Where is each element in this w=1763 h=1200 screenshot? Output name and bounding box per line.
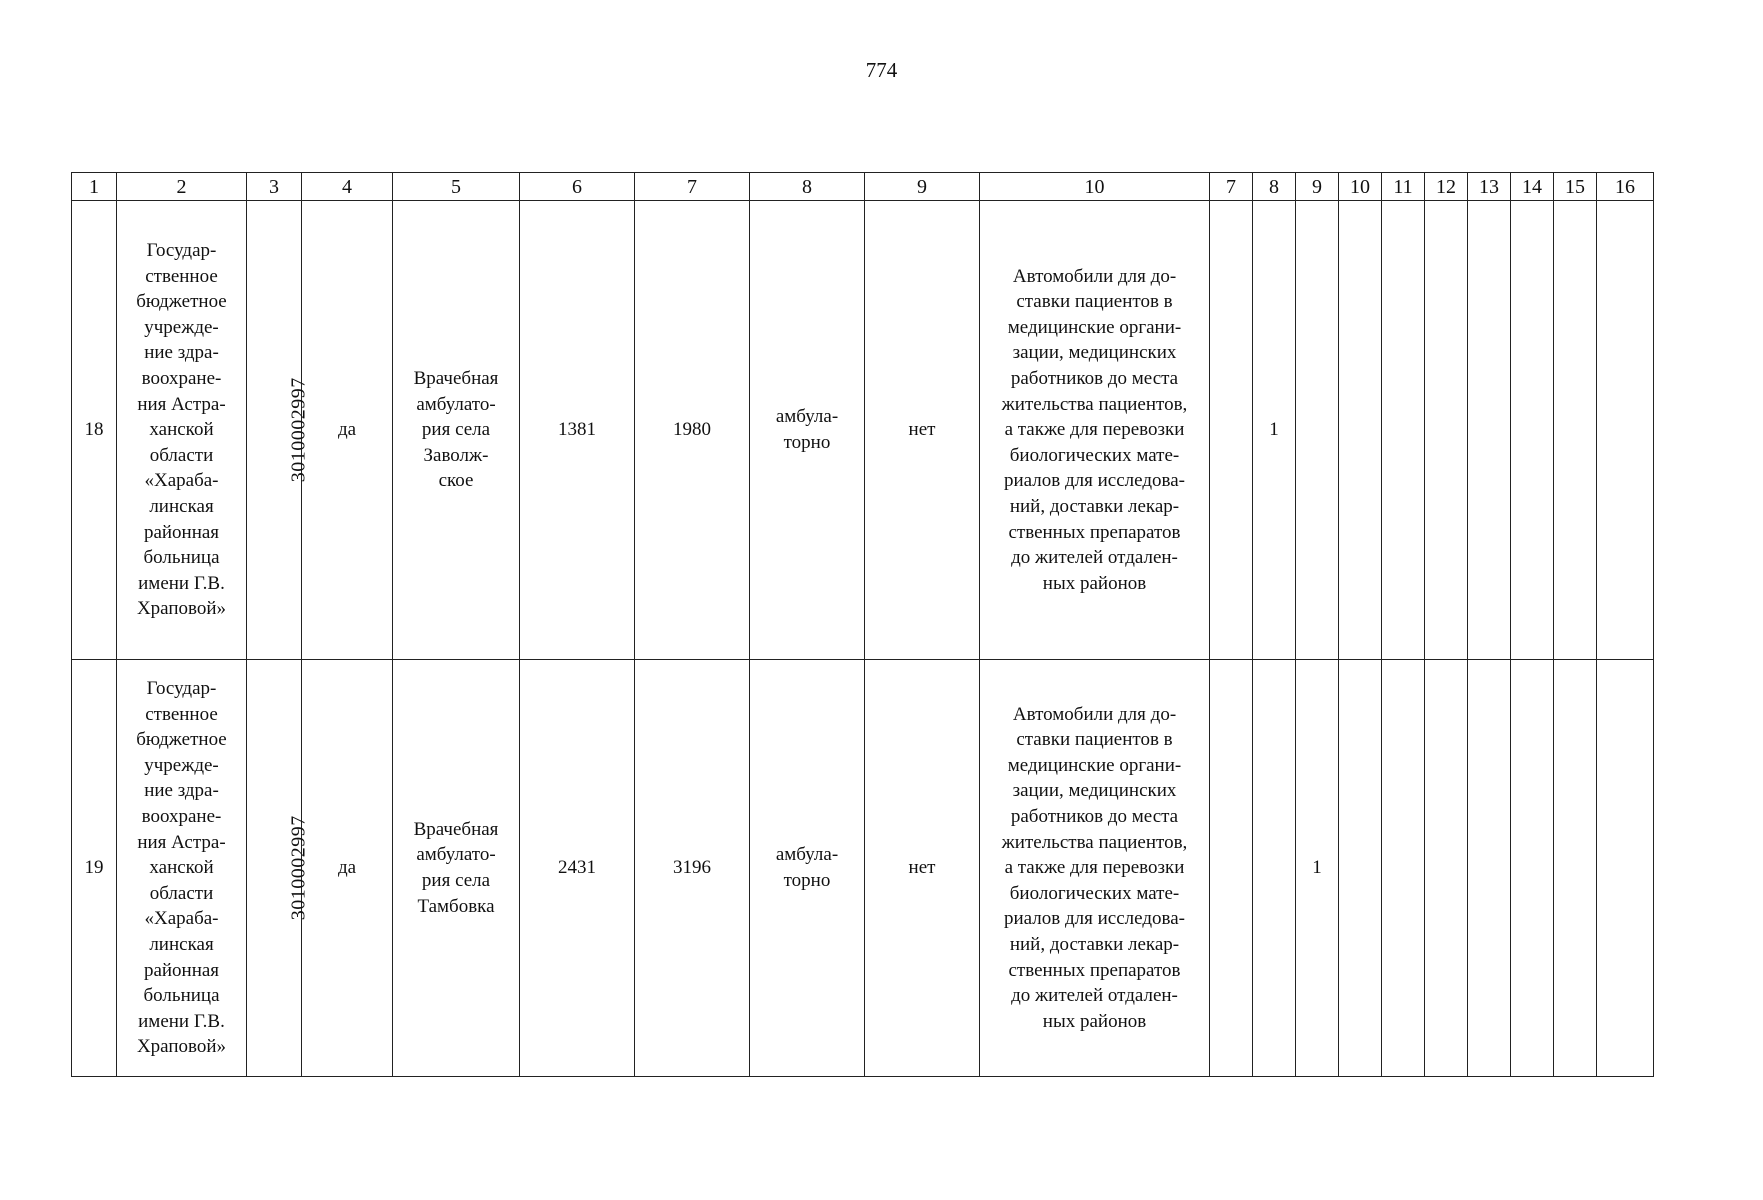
extra-cell <box>1210 660 1253 1077</box>
column-number-header-row <box>72 173 1654 201</box>
value6: 2431 <box>558 857 596 879</box>
header-cell: 13 <box>1468 173 1511 201</box>
extra-cell <box>1511 660 1554 1077</box>
extra-cell <box>1339 201 1382 660</box>
facility-name: Врачебная амбулато- рия села Заволж- ское <box>413 368 499 492</box>
header-cell: 1 <box>72 173 117 201</box>
extra-cell: 1 <box>1296 660 1339 1077</box>
flag-value: да <box>337 857 357 879</box>
row-number: 18 <box>84 419 104 441</box>
extra-cell <box>1468 660 1511 1077</box>
extra-cell <box>1210 201 1253 660</box>
header-cell: 5 <box>393 173 520 201</box>
extra-cell <box>1382 660 1425 1077</box>
extra-cell: 1 <box>1253 201 1296 660</box>
organization-name: Государ- ственное бюджетное учрежде- ние здра- воохране- ния Астра- ханской области «Хараба- линская районная больница имени Г.В. Храповой» <box>136 240 227 620</box>
inn-cell <box>247 201 310 660</box>
value6: 1381 <box>558 419 596 441</box>
table-row <box>72 201 1654 660</box>
extra-cell <box>1554 201 1597 660</box>
inn-code: 3010002997 <box>287 815 310 921</box>
purpose-text: Автомобили для до- ставки пациентов в медицинские органи- зации, медицинских работников до места жительства пациентов, а также для перевозки биологических мате- риалов для исследова- ний, доставки лекар- ственных препаратов до жителей отдален- ных районов <box>1001 265 1188 594</box>
extra-cell <box>1382 201 1425 660</box>
inn-cell <box>247 660 310 1077</box>
facility-name: Врачебная амбулато- рия села Тамбовка <box>413 818 499 917</box>
organization-cell <box>117 201 247 660</box>
header-cell: 3 <box>247 173 302 201</box>
row-number-cell <box>72 201 117 660</box>
answer9: нет <box>908 857 936 879</box>
purpose-text: Автомобили для до- ставки пациентов в медицинские органи- зации, медицинских работников до места жительства пациентов, а также для перевозки биологических мате- риалов для исследова- ний, доставки лекар- ственных препаратов до жителей отдален- ных районов <box>1001 703 1188 1032</box>
header-cell: 4 <box>302 173 393 201</box>
row-number-cell <box>72 660 117 1077</box>
inn-code: 3010002997 <box>287 377 310 483</box>
extra-cell <box>1468 201 1511 660</box>
header-cell: 7 <box>635 173 750 201</box>
value7-cell <box>635 660 750 1077</box>
value7: 1980 <box>673 419 711 441</box>
header-cell: 9 <box>1296 173 1339 201</box>
header-cell: 14 <box>1511 173 1554 201</box>
extra-cell <box>1425 660 1468 1077</box>
value7-cell <box>635 201 750 660</box>
organization-cell <box>117 660 247 1077</box>
extra-cell <box>1339 660 1382 1077</box>
header-cell: 15 <box>1554 173 1597 201</box>
extra-cell <box>1425 201 1468 660</box>
flag-cell <box>302 660 393 1077</box>
header-cell: 16 <box>1597 173 1654 201</box>
extra-cell <box>1554 660 1597 1077</box>
extra-cell <box>1511 201 1554 660</box>
extra-cell <box>1597 201 1654 660</box>
value6-cell <box>520 201 635 660</box>
care-type-cell <box>750 660 865 1077</box>
care-type: амбула- торно <box>775 406 839 453</box>
header-cell: 10 <box>980 173 1210 201</box>
header-cell: 9 <box>865 173 980 201</box>
value6-cell <box>520 660 635 1077</box>
header-cell: 8 <box>750 173 865 201</box>
care-type-cell <box>750 201 865 660</box>
purpose-cell <box>980 201 1210 660</box>
header-cell: 2 <box>117 173 247 201</box>
care-type: амбула- торно <box>775 844 839 891</box>
flag-value: да <box>337 419 357 441</box>
extra-cell <box>1597 660 1654 1077</box>
organization-name: Государ- ственное бюджетное учрежде- ние здра- воохране- ния Астра- ханской области «Хараба- линская районная больница имени Г.В. Храповой» <box>136 678 227 1058</box>
row-number: 19 <box>84 857 104 879</box>
header-cell: 12 <box>1425 173 1468 201</box>
value7: 3196 <box>673 857 711 879</box>
extra-cell <box>1296 201 1339 660</box>
header-cell: 6 <box>520 173 635 201</box>
purpose-cell <box>980 660 1210 1077</box>
header-cell: 11 <box>1382 173 1425 201</box>
flag-cell <box>302 201 393 660</box>
table-row <box>72 660 1654 1077</box>
facility-cell <box>393 201 520 660</box>
page-number: 774 <box>865 58 898 82</box>
answer9-cell <box>865 201 980 660</box>
registry-table <box>71 172 1654 1077</box>
extra-cell <box>1253 660 1296 1077</box>
header-cell: 7 <box>1210 173 1253 201</box>
answer9-cell <box>865 660 980 1077</box>
facility-cell <box>393 660 520 1077</box>
header-cell: 10 <box>1339 173 1382 201</box>
header-cell: 8 <box>1253 173 1296 201</box>
answer9: нет <box>908 419 936 441</box>
